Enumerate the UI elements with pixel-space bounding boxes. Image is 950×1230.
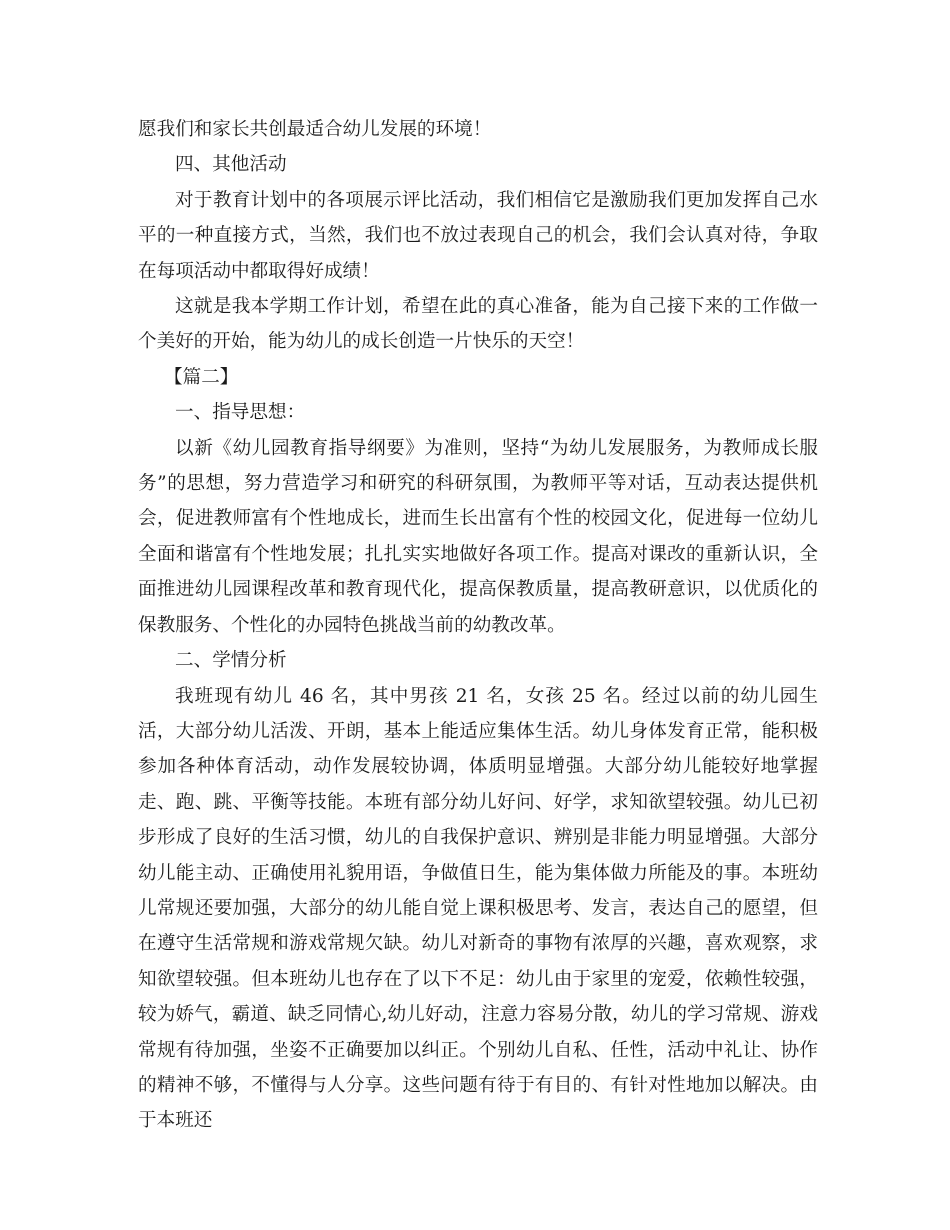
document-body bbox=[138, 112, 818, 1139]
paragraph-plan-summary: 这就是我本学期工作计划，希望在此的真心准备，能为自己接下来的工作做一个美好的开始，能为幼儿的成长创造一片快乐的天空！ bbox=[138, 296, 818, 353]
section-title-part-two: 【篇二】 bbox=[164, 366, 239, 388]
heading-guiding-ideology: 一、指导思想： bbox=[175, 402, 306, 424]
heading-other-activities: 四、其他活动 bbox=[175, 154, 287, 176]
paragraph-guiding-ideology: 以新《幼儿园教育指导纲要》为准则，坚持“为幼儿发展服务，为教师成长服务”的思想，努力营造学习和研究的科研氛围，为教师平等对话，互动表达提供机会，促进教师富有个性地成长，进而生长出富有个性的校园文化，促进每一位幼儿全面和谐富有个性地发展；扎扎实实地做好各项工作。提高对课改的重新认识，全面推进幼儿园课程改革和教育现代化，提高保教质量，提高教研意识，以优质化的保教服务、个性化的办园特色挑战当前的幼教改革。 bbox=[138, 437, 818, 636]
paragraph-closing-wish: 愿我们和家长共创最适合幼儿发展的环境！ bbox=[138, 119, 492, 140]
paragraph-class-analysis: 我班现有幼儿 46 名，其中男孩 21 名，女孩 25 名。经过以前的幼儿园生活，大部分幼儿活泼、开朗，基本上能适应集体生活。幼儿身体发育正常，能积极参加各种体育活动，动作发展较协调，体质明显增强。大部分幼儿能较好地掌握走、跑、跳、平衡等技能。本班有部分幼儿好问、好学，求知欲望较强。幼儿已初步形成了良好的生活习惯，幼儿的自我保护意识、辨别是非能力明显增强。大部分幼儿能主动、正确使用礼貌用语，争做值日生，能为集体做力所能及的事。本班幼儿常规还要加强，大部分的幼儿能自觉上课积极思考、发言，表达自己的愿望，但在遵守生活常规和游戏常规欠缺。幼儿对新奇的事物有浓厚的兴趣，喜欢观察，求知欲望较强。但本班幼儿也存在了以下不足：幼儿由于家里的宠爱，依赖性较强，较为娇气，霸道、缺乏同情心,幼儿好动，注意力容易分散，幼儿的学习常规、游戏常规有待加强，坐姿不正确要加以纠正。个别幼儿自私、任性，活动中礼让、协作的精神不够，不懂得与人分享。这些问题有待于有目的、有针对性地加以解决。由于本班还 bbox=[138, 685, 818, 1132]
paragraph-activities: 对于教育计划中的各项展示评比活动，我们相信它是激励我们更加发挥自己水平的一种直接方式，当然，我们也不放过表现自己的机会，我们会认真对待，争取在每项活动中都取得好成绩！ bbox=[138, 189, 818, 282]
heading-class-analysis: 二、学情分析 bbox=[175, 650, 287, 672]
